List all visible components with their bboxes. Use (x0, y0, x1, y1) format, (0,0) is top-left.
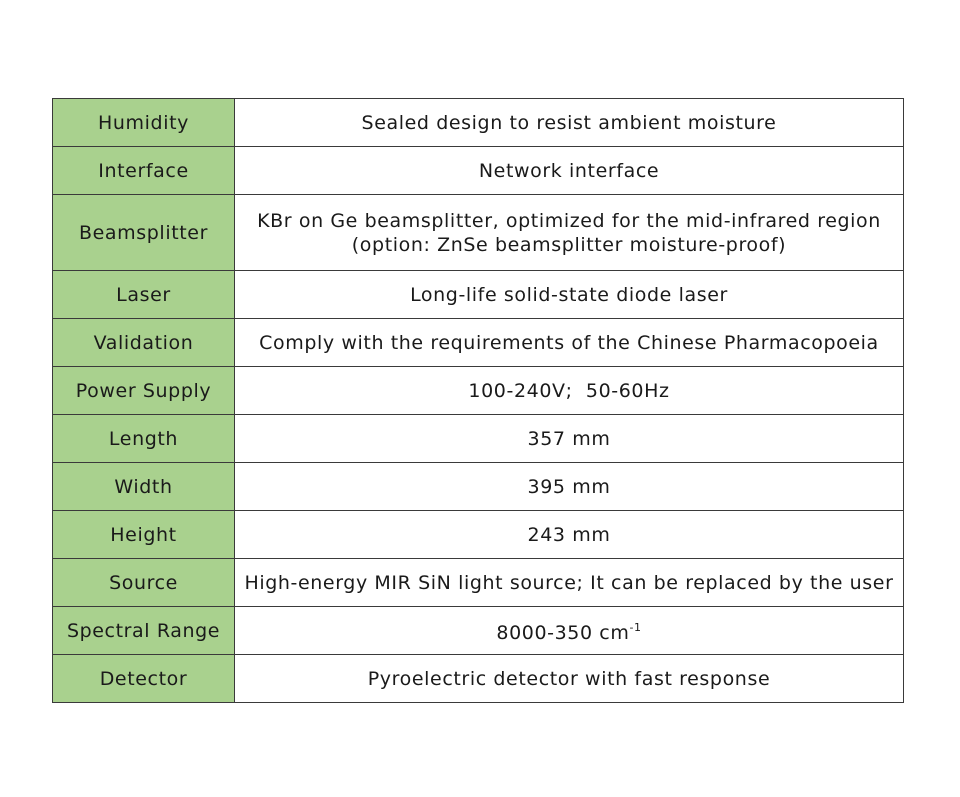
table-row (53, 367, 904, 415)
spec-label: Power Supply (53, 367, 235, 415)
spec-label: Validation (53, 319, 235, 367)
spec-label: Detector (53, 655, 235, 703)
spec-value: Comply with the requirements of the Chinese Pharmacopoeia (235, 319, 904, 367)
table-row (53, 559, 904, 607)
table-row (53, 271, 904, 319)
spec-value-line: (option: ZnSe beamsplitter moisture-proof) (351, 233, 787, 256)
spec-label: Interface (53, 147, 235, 195)
spec-label: Humidity (53, 99, 235, 147)
spec-value: Pyroelectric detector with fast response (235, 655, 904, 703)
spec-label: Length (53, 415, 235, 463)
table-row (53, 99, 904, 147)
table-row (53, 195, 904, 271)
spec-label: Width (53, 463, 235, 511)
spectral-range-text: 8000-350 cm (496, 622, 630, 644)
cropped-heading-fragment (225, 0, 295, 2)
table-row (53, 147, 904, 195)
spec-label: Height (53, 511, 235, 559)
spec-value: Sealed design to resist ambient moisture (235, 99, 904, 147)
spec-value: 395 mm (235, 463, 904, 511)
spec-value: 357 mm (235, 415, 904, 463)
table-row (53, 415, 904, 463)
spec-label: Source (53, 559, 235, 607)
table-row (53, 511, 904, 559)
table-row (53, 463, 904, 511)
spec-value-line: KBr on Ge beamsplitter, optimized for the mid-infrared region (257, 209, 881, 232)
spec-value (235, 195, 904, 271)
unit-exponent: -1 (629, 621, 642, 634)
table-row (53, 319, 904, 367)
spec-value: Long-life solid-state diode laser (235, 271, 904, 319)
spec-label: Laser (53, 271, 235, 319)
table-row (53, 655, 904, 703)
spec-value (235, 607, 904, 655)
spec-value: Network interface (235, 147, 904, 195)
table-row (53, 607, 904, 655)
spec-value: 100-240V; 50-60Hz (235, 367, 904, 415)
specifications-table (52, 98, 904, 703)
spec-label: Beamsplitter (53, 195, 235, 271)
spec-label: Spectral Range (53, 607, 235, 655)
spec-value: High-energy MIR SiN light source; It can be replaced by the user (235, 559, 904, 607)
spec-value: 243 mm (235, 511, 904, 559)
